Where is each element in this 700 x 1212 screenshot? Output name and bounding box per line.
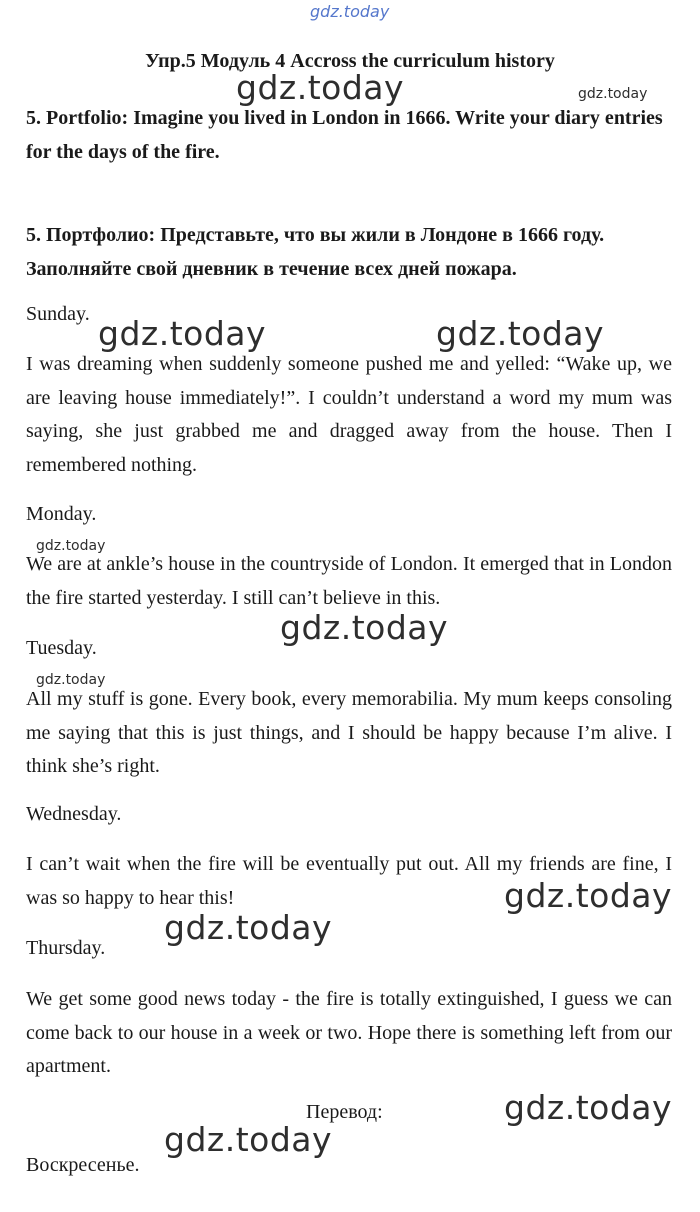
day-heading-thursday: Thursday. [26,937,106,959]
watermark-top: gdz.today [310,2,390,21]
watermark: gdz.today [504,876,673,915]
diary-entry-monday: We are at ankle’s house in the countryside of London. It emerged that in London the fire started yesterday. I still can’t believe in this. [26,553,672,609]
watermark: gdz.today [504,1088,673,1127]
diary-entry-wednesday: I can’t wait when the fire will be eventually put out. All my friends are fine, I was so happy to hear this! [26,853,672,909]
watermark: gdz.today [36,672,106,688]
day-heading-sunday: Sunday. [26,303,90,325]
watermark: gdz.today [236,68,405,107]
watermark: gdz.today [98,314,267,353]
task-english: 5. Portfolio: Imagine you lived in London in 1666. Write your diary entries for the days of the fire. [26,107,663,163]
watermark: gdz.today [164,908,333,947]
diary-entry-thursday: We get some good news today - the fire is totally extinguished, I guess we can come back to our house in a week or two. Hope there is something left from our apartment. [26,988,672,1077]
translation-label: Перевод: [306,1101,383,1123]
watermark: gdz.today [36,538,106,554]
diary-entry-sunday: I was dreaming when suddenly someone pushed me and yelled: “Wake up, we are leaving house immediately!”. I couldn’t understand a word my mum was saying, she just grabbed me and dragged away from the house. Then I remembered nothing. [26,353,672,476]
watermark: gdz.today [578,86,648,102]
task-russian: 5. Портфолио: Представьте, что вы жили в Лондоне в 1666 году. Заполняйте свой дневник в течение всех дней пожара. [26,224,605,280]
day-heading-sunday-ru: Воскресенье. [26,1154,140,1176]
watermark: gdz.today [164,1120,333,1159]
day-heading-wednesday: Wednesday. [26,803,122,825]
diary-entry-tuesday: All my stuff is gone. Every book, every memorabilia. My mum keeps consoling me saying that this is just things, and I should be happy because I’m alive. I think she’s right. [26,688,672,777]
page-title: Упр.5 Модуль 4 Accross the curriculum history [145,50,555,72]
watermark: gdz.today [436,314,605,353]
day-heading-tuesday: Tuesday. [26,637,97,659]
watermark: gdz.today [280,608,449,647]
day-heading-monday: Monday. [26,503,97,525]
